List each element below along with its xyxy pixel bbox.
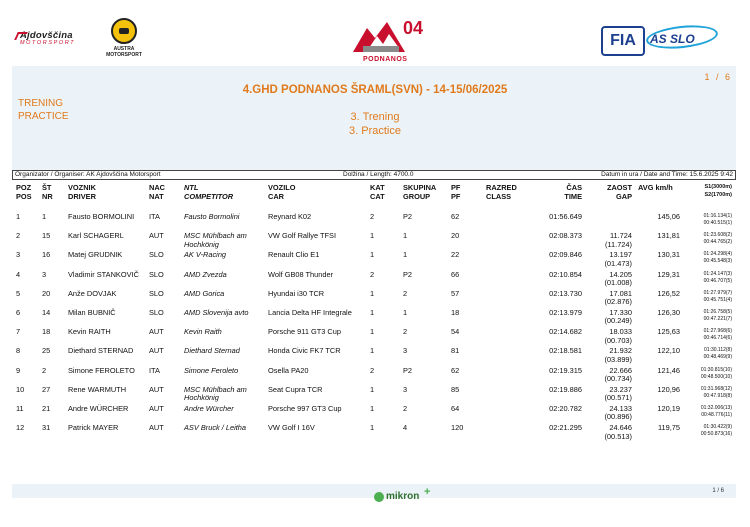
cell-nac: AUT	[149, 384, 164, 394]
cell-splits	[690, 328, 732, 342]
col-header-cat: KAT CAT	[370, 183, 385, 201]
cell-grp: 3	[403, 384, 408, 394]
cell-avg: 145,06	[657, 212, 680, 221]
gap-previous: (01.473)	[604, 258, 632, 268]
cell-car: Osella PA20	[268, 365, 309, 375]
cell-pf: 54	[451, 327, 460, 337]
gap-leader: 22.666	[609, 365, 632, 375]
cell-splits	[690, 251, 732, 265]
split-s2: 00:45.751(4)	[703, 296, 732, 303]
cell-car: Renault Clio E1	[268, 250, 320, 260]
gap-leader: 17.330	[609, 307, 632, 317]
table-row	[0, 328, 750, 347]
cell-kat: 1	[370, 250, 375, 260]
cell-gap	[582, 386, 632, 403]
mikron-logo-text: mikron	[386, 491, 420, 502]
cell-splits	[690, 367, 732, 381]
cell-splits	[690, 271, 732, 285]
cell-kat: 2	[370, 212, 375, 221]
col-header-pf: PF PF	[451, 183, 461, 201]
cell-poz: 7	[16, 327, 21, 337]
gap-leader: 17.081	[609, 288, 632, 298]
cell-pf: 20	[451, 231, 460, 241]
cell-grp: P2	[403, 212, 413, 221]
cell-comp: MSC Mühlbach am Hochkönig	[184, 384, 247, 403]
split-s2: 00:40.515(1)	[703, 220, 732, 226]
austra-emblem-icon	[111, 18, 137, 44]
gap-previous: (00.734)	[604, 374, 632, 383]
cell-gap	[582, 232, 632, 249]
results-table-header	[0, 183, 750, 205]
split-s2: 00:47.221(7)	[703, 315, 732, 322]
cell-comp: AMD Gorica	[184, 288, 225, 298]
cell-driver: Rene WARMUTH	[68, 384, 127, 394]
cell-splits	[690, 290, 732, 304]
cell-pf: 22	[451, 250, 460, 260]
cell-avg: 120,96	[657, 384, 680, 394]
cell-pf: 85	[451, 384, 460, 394]
austra-motorsport-logo	[106, 18, 142, 64]
split-s2: 00:45.548(3)	[703, 258, 732, 265]
cell-poz: 1	[16, 212, 21, 221]
cell-nac: SLO	[149, 250, 164, 260]
split-s1: 01:32.006(13)	[700, 404, 732, 411]
info-strip	[12, 170, 736, 180]
table-row	[0, 232, 750, 251]
cell-comp: AK V-Racing	[184, 250, 227, 260]
cell-comp: AMD Slovenija avto	[184, 307, 249, 317]
gap-leader: 11.724	[609, 231, 632, 241]
cell-kat: 1	[370, 403, 375, 413]
split-s2: 00:48.500(10)	[700, 373, 732, 380]
cell-poz: 9	[16, 365, 21, 375]
ajdovscina-motorsport-logo	[20, 30, 95, 52]
austra-logo-text: AUSTRA MOTORSPORT	[106, 46, 142, 58]
cell-gap	[582, 405, 632, 422]
cell-pf: 18	[451, 307, 460, 317]
cell-poz: 2	[16, 231, 21, 241]
cell-kat: 2	[370, 269, 375, 279]
cell-nac: ITA	[149, 212, 160, 221]
split-s1: 01:31.968(12)	[700, 385, 732, 392]
fia-logo	[601, 26, 645, 56]
col-header-pos: POZ POS	[16, 183, 32, 201]
gap-leader: 21.932	[609, 346, 632, 356]
mikron-dot-icon	[374, 492, 384, 502]
cell-st: 27	[42, 384, 51, 394]
gap-leader: 24.133	[609, 403, 632, 413]
mikron-plus-icon: +	[424, 486, 431, 498]
cell-poz: 6	[16, 307, 21, 317]
table-row	[0, 386, 750, 405]
cell-kat: 1	[370, 288, 375, 298]
gap-previous: (11.724)	[605, 239, 632, 249]
cell-grp: 2	[403, 327, 408, 337]
cell-st: 18	[42, 327, 51, 337]
cell-gap	[582, 271, 632, 288]
cell-kat: 1	[370, 423, 375, 433]
split-s2: 00:46.714(6)	[703, 335, 732, 342]
cell-st: 15	[42, 231, 51, 241]
cell-comp: Simone Feroleto	[184, 365, 239, 375]
cell-gap	[582, 251, 632, 268]
split-s1: 01:27.968(6)	[703, 328, 732, 335]
cell-avg: 119,75	[657, 423, 680, 433]
cell-splits	[690, 213, 732, 227]
cell-st: 16	[42, 250, 51, 260]
cell-comp: Fausto Bormolini	[184, 212, 240, 221]
cell-car: Reynard K02	[268, 212, 312, 221]
page-indicator-bottom: 1 / 6	[712, 488, 724, 494]
col-header-nr: ŠT NR	[42, 183, 53, 201]
gap-leader: 23.237	[609, 384, 632, 394]
cell-nac: AUT	[149, 231, 164, 241]
cell-driver: Patrick MAYER	[68, 423, 119, 433]
cell-driver: Simone FEROLETO	[68, 365, 135, 375]
col-header-driver: VOZNIK DRIVER	[68, 183, 96, 201]
split-s2: 00:48.469(9)	[703, 354, 732, 361]
cell-car: VW Golf I 16V	[268, 423, 315, 433]
cell-splits	[690, 424, 732, 438]
as-slo-logo-text: AS SLO	[650, 32, 695, 46]
cell-st: 1	[42, 212, 47, 221]
split-s2: 00:48.776(11)	[701, 411, 732, 418]
session-name-en: 3. Practice	[349, 125, 401, 137]
cell-time: 02:20.782	[549, 403, 582, 413]
event-logo	[343, 14, 433, 70]
results-table-body	[0, 213, 750, 443]
table-row	[0, 309, 750, 328]
cell-kat: 1	[370, 384, 375, 394]
event-title: 4.GHD PODNANOS ŠRAML(SVN) - 14-15/06/2025	[242, 84, 508, 96]
cell-car: Porsche 911 GT3 Cup	[268, 327, 341, 337]
table-row	[0, 424, 750, 443]
cell-gap	[582, 347, 632, 364]
cell-st: 31	[42, 423, 51, 433]
cell-time: 02:08.373	[549, 231, 582, 241]
cell-time: 02:10.854	[549, 269, 582, 279]
cell-time: 02:19.886	[549, 384, 582, 394]
split-s2: 00:50.873(16)	[700, 431, 732, 438]
split-s1: 01:24.298(4)	[703, 251, 732, 258]
cell-car: Porsche 997 GT3 Cup	[268, 403, 342, 413]
col-header-competitor: NTL COMPETITOR	[184, 183, 234, 201]
cell-driver: Diethard STERNAD	[68, 346, 134, 356]
cell-pf: 81	[451, 346, 460, 356]
cell-comp: ASV Bruck / Leitha	[184, 423, 247, 433]
cell-nac: ITA	[149, 365, 160, 375]
cell-comp: Diethard Sternad	[184, 346, 240, 356]
col-header-avg: AVG km/h	[638, 183, 673, 192]
gap-leader: 18.033	[609, 327, 632, 337]
cell-avg: 120,19	[657, 403, 680, 413]
table-row	[0, 290, 750, 309]
cell-pf: 62	[451, 365, 460, 375]
split-s2: 00:44.765(2)	[703, 239, 732, 246]
split-s1: 01:30.112(8)	[704, 347, 732, 354]
cell-nac: SLO	[149, 269, 164, 279]
cell-kat: 1	[370, 346, 375, 356]
cell-grp: 4	[403, 423, 408, 433]
session-type-en: PRACTICE	[18, 111, 69, 122]
cell-gap	[582, 424, 632, 441]
gap-previous: (00.249)	[604, 316, 632, 326]
session-type-sl: TRENING	[18, 98, 63, 109]
split-s1: 01:24.147(3)	[703, 270, 732, 277]
cell-pf: 62	[451, 212, 460, 221]
cell-driver: Karl SCHAGERL	[68, 231, 124, 241]
cell-time: 02:18.581	[549, 346, 582, 356]
cell-st: 21	[42, 403, 51, 413]
length-text: Dolžina / Length: 4700.0	[343, 171, 414, 178]
table-row	[0, 405, 750, 424]
cell-driver: Milan BUBNIČ	[68, 307, 116, 317]
cell-splits	[690, 386, 732, 400]
cell-time: 02:14.682	[549, 327, 582, 337]
col-header-time: ČAS TIME	[564, 183, 582, 201]
split-s2: 00:47.918(8)	[703, 392, 732, 399]
split-s1: 01:30.815(10)	[700, 366, 732, 373]
table-row	[0, 347, 750, 366]
cell-st: 3	[42, 269, 47, 279]
cell-nac: AUT	[149, 423, 164, 433]
cell-nac: AUT	[149, 327, 164, 337]
cell-kat: 2	[370, 365, 375, 375]
cell-car: Seat Cupra TCR	[268, 384, 323, 394]
cell-driver: Kevin RAITH	[68, 327, 111, 337]
col-header-car: VOZILO CAR	[268, 183, 296, 201]
col-header-gap: ZAOST GAP	[606, 183, 632, 201]
gap-leader: 13.197	[609, 250, 632, 260]
event-mountain-icon	[351, 18, 407, 54]
cell-avg: 126,30	[657, 307, 680, 317]
cell-nac: AUT	[149, 346, 164, 356]
cell-poz: 8	[16, 346, 21, 356]
cell-avg: 129,31	[657, 269, 680, 279]
cell-driver: Anže DOVJAK	[68, 288, 117, 298]
cell-gap	[582, 309, 632, 326]
cell-kat: 1	[370, 307, 375, 317]
fia-logo-text: FIA	[610, 32, 636, 49]
cell-splits	[690, 347, 732, 361]
cell-grp: 1	[403, 250, 408, 260]
cell-poz: 11	[16, 403, 24, 413]
gap-previous: (00.896)	[604, 412, 632, 422]
cell-comp: AMD Zvezda	[184, 269, 227, 279]
cell-gap	[582, 290, 632, 307]
col-header-group: SKUPINA GROUP	[403, 183, 437, 201]
cell-pf: 64	[451, 403, 460, 413]
gap-previous: (03.899)	[604, 354, 632, 364]
cell-grp: P2	[403, 269, 413, 279]
cell-nac: SLO	[149, 288, 164, 298]
cell-time: 02:13.979	[549, 307, 582, 317]
gap-previous: (00.571)	[604, 393, 632, 403]
cell-poz: 4	[16, 269, 21, 279]
cell-kat: 1	[370, 327, 375, 337]
cell-poz: 10	[16, 384, 25, 394]
event-number: 04	[403, 18, 424, 38]
cell-time: 02:13.730	[549, 288, 582, 298]
split-s1: 01:23.608(2)	[703, 232, 732, 239]
cell-pf: 120	[451, 423, 464, 433]
cell-grp: 3	[403, 346, 408, 356]
cell-avg: 121,46	[657, 365, 680, 375]
cell-car: VW Golf Rallye TFSI	[268, 231, 337, 241]
cell-splits	[690, 232, 732, 246]
cell-grp: 1	[403, 231, 408, 241]
cell-comp: MSC Mühlbach am Hochkönig	[184, 231, 247, 249]
gap-leader: 14.205	[609, 269, 632, 279]
cell-avg: 131,81	[657, 231, 680, 241]
col-header-class: RAZRED CLASS	[486, 183, 517, 201]
cell-time: 02:09.846	[549, 250, 582, 260]
cell-time: 02:21.295	[549, 423, 582, 433]
table-row	[0, 251, 750, 270]
cell-driver: Matej GRUDNIK	[68, 250, 123, 260]
cell-st: 2	[42, 365, 47, 375]
col-header-splits: S1(3000m) S2(1700m)	[704, 184, 732, 198]
cell-pf: 66	[451, 269, 460, 279]
cell-nac: AUT	[149, 403, 164, 413]
table-row	[0, 367, 750, 386]
logo-brand-text: Ajdovščina	[20, 30, 73, 41]
cell-time: 02:19.315	[549, 365, 582, 375]
col-header-nat: NAC NAT	[149, 183, 166, 201]
cell-avg: 125,63	[657, 327, 680, 337]
gap-leader: 24.646	[609, 423, 632, 433]
cell-splits	[690, 405, 732, 419]
as-slo-logo	[650, 30, 720, 52]
mikron-sponsor-logo	[374, 486, 434, 510]
page-indicator-top: 1 / 6	[704, 72, 732, 82]
cell-poz: 3	[16, 250, 21, 260]
cell-comp: Kevin Raith	[184, 327, 222, 337]
split-s1: 01:26.758(5)	[703, 308, 732, 315]
cell-car: Wolf GB08 Thunder	[268, 269, 334, 279]
cell-time: 01:56.649	[549, 212, 582, 221]
cell-pf: 57	[451, 288, 460, 298]
cell-avg: 122,10	[657, 346, 680, 356]
cell-splits	[690, 309, 732, 323]
cell-poz: 12	[16, 423, 25, 433]
cell-grp: 2	[403, 288, 408, 298]
split-s1: 01:30.422(9)	[703, 424, 732, 431]
cell-st: 20	[42, 288, 51, 298]
split-s1: 01:27.979(7)	[703, 289, 732, 296]
logo-sub-text: MOTORSPORT	[20, 40, 76, 46]
split-s2: 00:46.707(5)	[703, 277, 732, 284]
cell-grp: 1	[403, 307, 408, 317]
cell-car: Honda Civic FK7 TCR	[268, 346, 341, 356]
datetime-text: Datum in ura / Date and Time: 15.6.2025 9:42	[601, 171, 733, 178]
cell-comp: Andre Würcher	[184, 403, 234, 413]
cell-driver: Fausto BORMOLINI	[68, 212, 135, 221]
cell-avg: 126,52	[657, 288, 680, 298]
cell-nac: SLO	[149, 307, 164, 317]
event-location-word: PODNANOS	[363, 56, 408, 63]
gap-previous: (01.008)	[604, 278, 632, 288]
cell-avg: 130,31	[657, 250, 680, 260]
cell-poz: 5	[16, 288, 21, 298]
cell-car: Hyundai i30 TCR	[268, 288, 325, 298]
cell-gap	[582, 328, 632, 345]
session-name	[0, 110, 750, 138]
cell-driver: Vladimir STANKOVIČ	[68, 269, 139, 279]
gap-previous: (02.876)	[604, 297, 632, 307]
as-slo-ring-icon	[645, 22, 719, 51]
cell-driver: Andre WÜRCHER	[68, 403, 129, 413]
cell-st: 14	[42, 307, 51, 317]
cell-car: Lancia Delta HF Integrale	[268, 307, 352, 317]
split-s1: 01:16.134(1)	[703, 213, 732, 219]
gap-previous: (00.703)	[604, 335, 632, 345]
cell-kat: 1	[370, 231, 375, 241]
cell-grp: P2	[403, 365, 413, 375]
organizer-text: Organizator / Organiser: AK Ajdovščina Motorsport	[15, 171, 161, 178]
table-row	[0, 213, 750, 232]
session-name-sl: 3. Trening	[350, 111, 400, 123]
cell-grp: 2	[403, 403, 408, 413]
table-row	[0, 271, 750, 290]
gap-previous: (00.513)	[604, 431, 632, 441]
cell-gap	[582, 367, 632, 384]
cell-st: 25	[42, 346, 51, 356]
